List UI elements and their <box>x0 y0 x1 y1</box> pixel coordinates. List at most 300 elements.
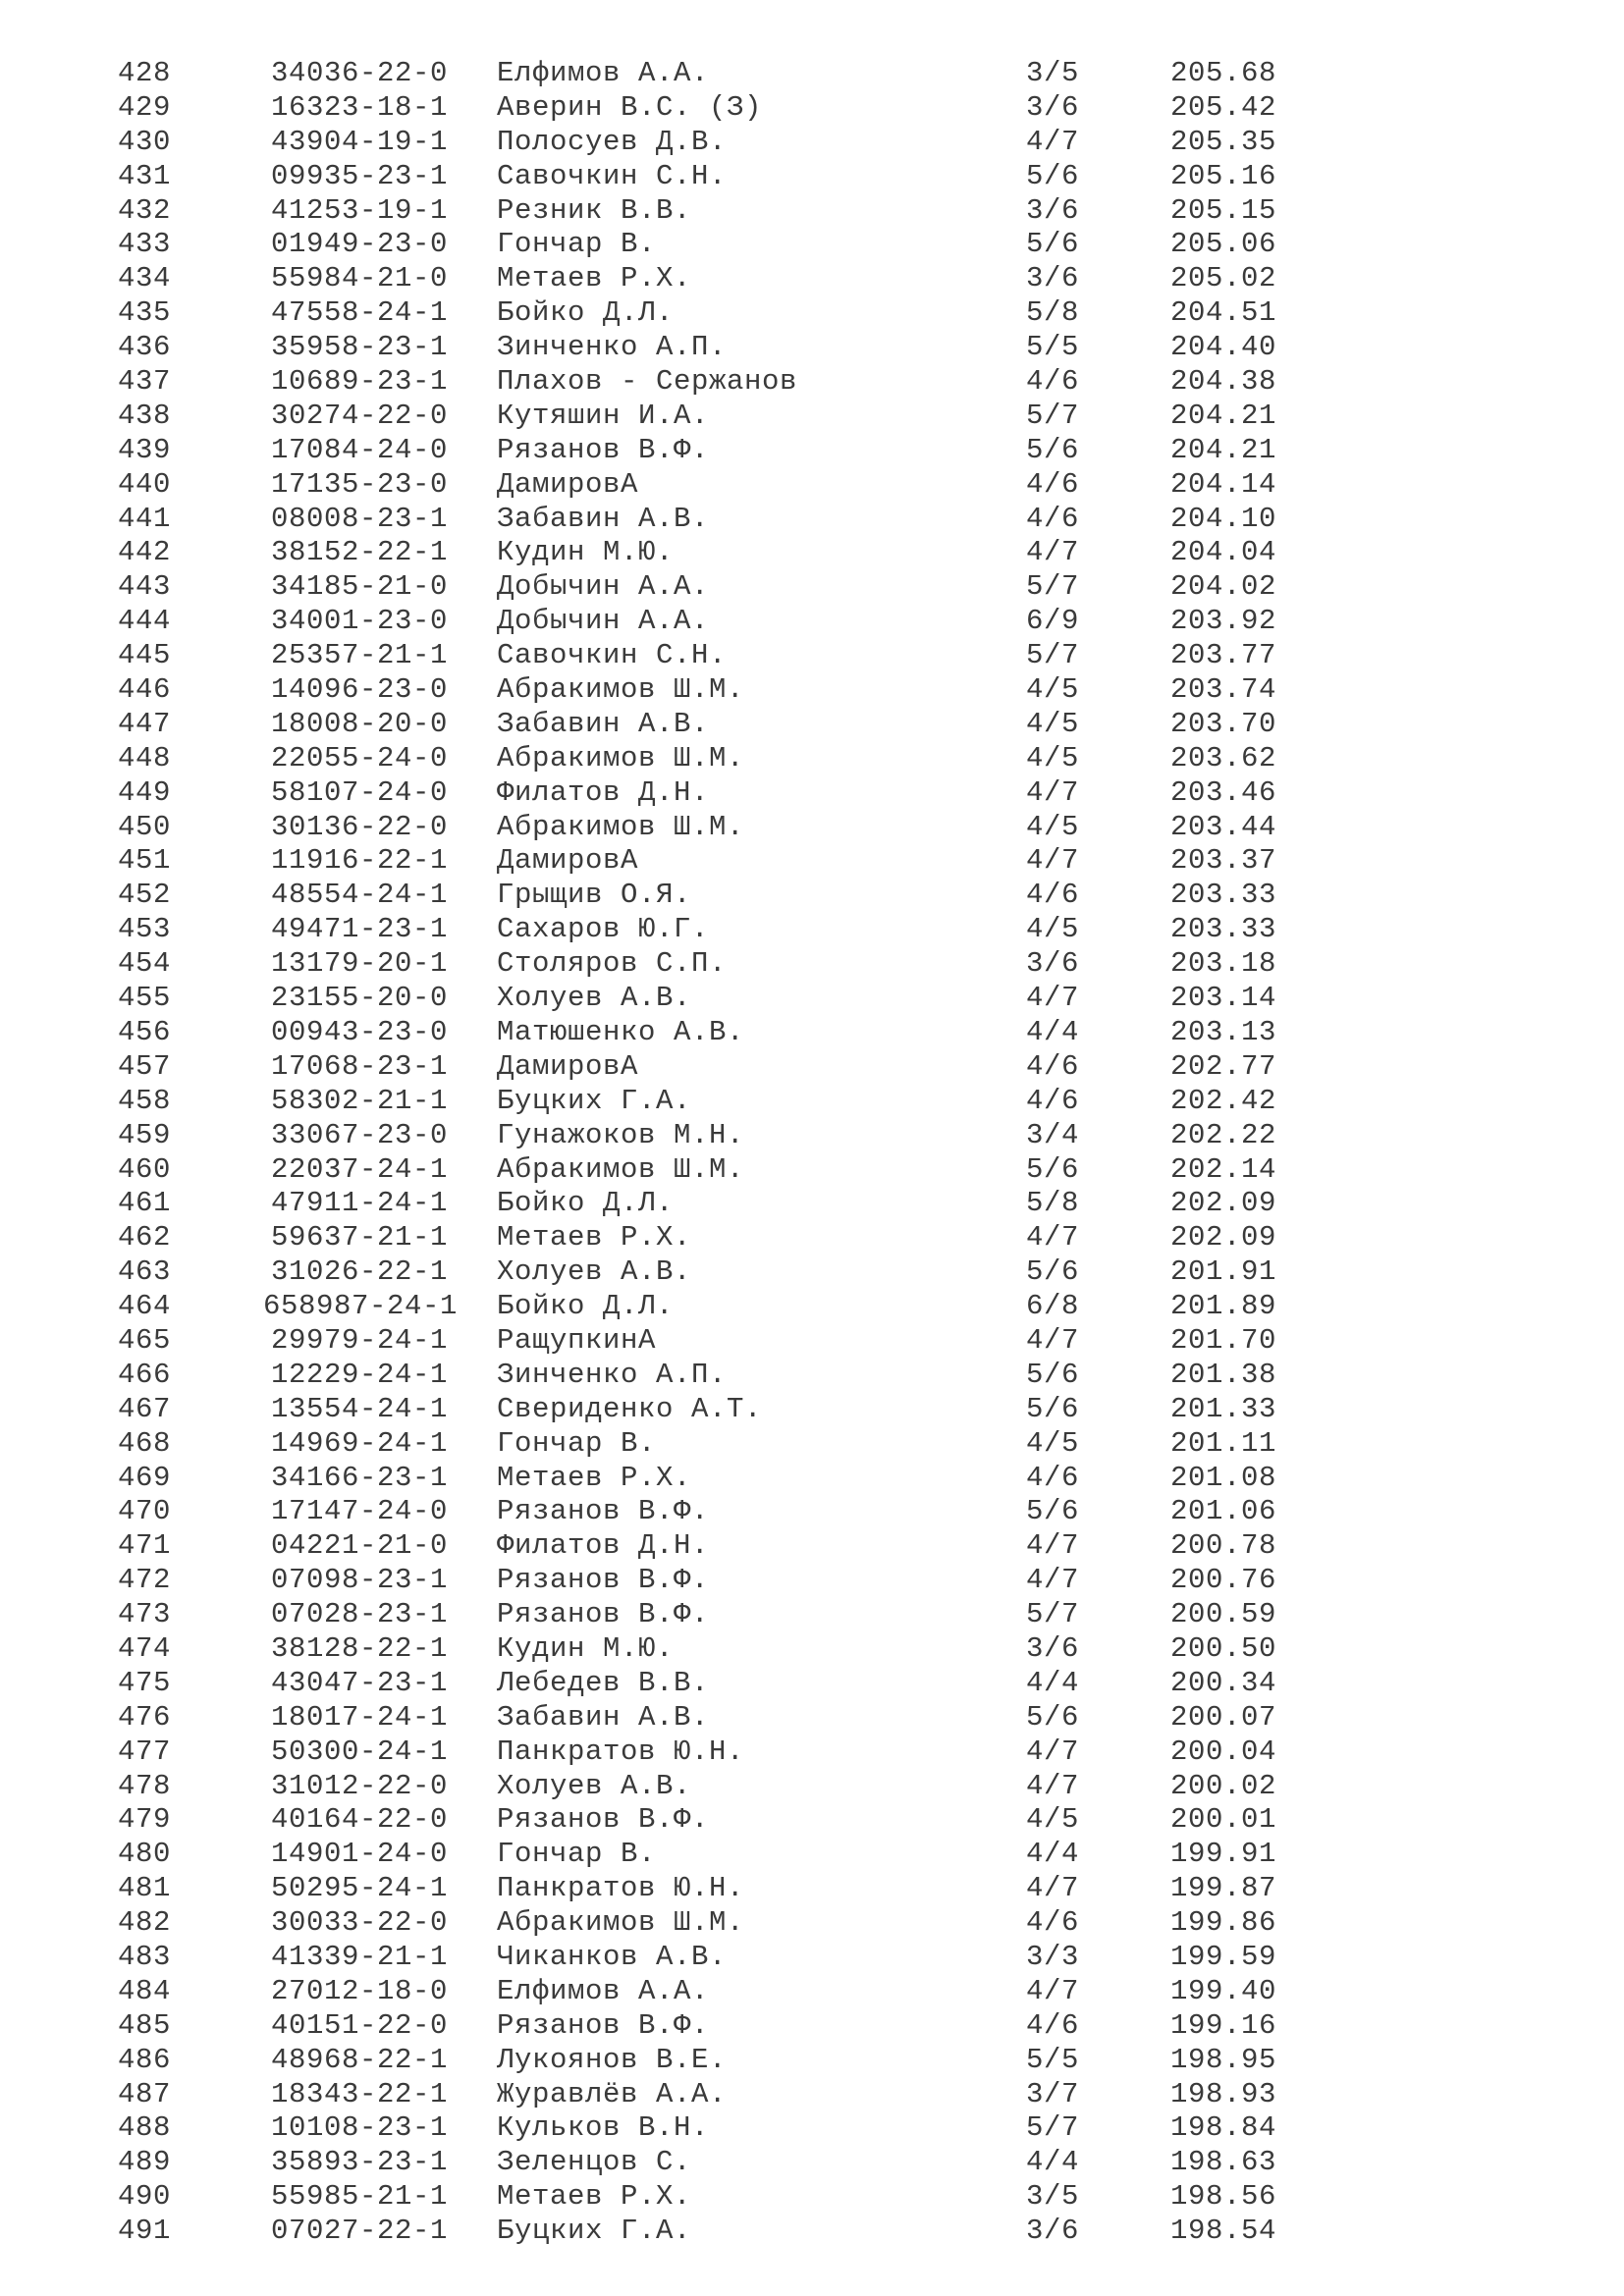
list-row <box>0 1529 1624 1564</box>
entry-name: Бойко Д.Л. <box>497 1187 675 1220</box>
entry-number: 432 <box>118 193 172 227</box>
entry-number: 475 <box>118 1666 172 1699</box>
entry-ratio: 5/6 <box>1026 1358 1080 1391</box>
entry-name: Добычин А.А. <box>497 570 710 604</box>
entry-score: 201.89 <box>1170 1290 1277 1323</box>
entry-code: 18017-24-1 <box>270 1700 448 1734</box>
entry-number: 464 <box>118 1290 172 1323</box>
entry-ratio: 5/6 <box>1026 433 1080 466</box>
list-row <box>0 2111 1624 2146</box>
entry-code: 07028-23-1 <box>270 1598 448 1631</box>
list-row <box>0 639 1624 673</box>
entry-score: 200.59 <box>1170 1598 1277 1631</box>
entry-code: 16323-18-1 <box>270 90 448 124</box>
entry-number: 436 <box>118 331 172 364</box>
entry-name: Холуев А.В. <box>497 1255 692 1289</box>
entry-code: 38152-22-1 <box>270 536 448 569</box>
entry-name: Савочкин С.Н. <box>497 159 728 192</box>
entry-ratio: 5/7 <box>1026 639 1080 672</box>
entry-name: ДамировА <box>497 844 639 878</box>
entry-score: 199.86 <box>1170 1906 1277 1940</box>
entry-ratio: 4/7 <box>1026 1564 1080 1597</box>
entry-score: 201.38 <box>1170 1358 1277 1391</box>
list-row <box>0 331 1624 365</box>
entry-number: 484 <box>118 1974 172 2007</box>
entry-name: Забавин А.В. <box>497 707 710 740</box>
entry-code: 34001-23-0 <box>270 605 448 638</box>
entry-code: 47558-24-1 <box>270 296 448 330</box>
entry-code: 47911-24-1 <box>270 1187 448 1220</box>
entry-code: 34036-22-0 <box>270 57 448 89</box>
entry-name: Журавлёв А.А. <box>497 2077 728 2110</box>
list-row <box>0 228 1624 262</box>
entry-number: 443 <box>118 570 172 604</box>
list-row <box>0 1735 1624 1770</box>
entry-ratio: 4/4 <box>1026 1666 1080 1699</box>
entry-name: Панкратов Ю.Н. <box>497 1872 745 1905</box>
entry-ratio: 5/6 <box>1026 228 1080 261</box>
entry-number: 477 <box>118 1735 172 1768</box>
entry-ratio: 4/6 <box>1026 467 1080 501</box>
entry-ratio: 5/7 <box>1026 1598 1080 1631</box>
entry-ratio: 3/7 <box>1026 2077 1080 2110</box>
entry-score: 205.42 <box>1170 90 1277 124</box>
entry-name: Забавин А.В. <box>497 1700 710 1734</box>
entry-code: 49471-23-1 <box>270 913 448 946</box>
entry-code: 09935-23-1 <box>270 159 448 192</box>
list-row <box>0 1564 1624 1598</box>
entry-code: 17084-24-0 <box>270 433 448 466</box>
list-row <box>0 1803 1624 1838</box>
entry-score: 200.01 <box>1170 1803 1277 1837</box>
entry-number: 449 <box>118 775 172 809</box>
entry-name: Абракимов Ш.М. <box>497 1906 745 1940</box>
entry-score: 201.91 <box>1170 1255 1277 1289</box>
list-row <box>0 1770 1624 1804</box>
entry-score: 198.95 <box>1170 2043 1277 2076</box>
entry-score: 203.62 <box>1170 741 1277 774</box>
entry-name: Елфимов А.А. <box>497 1974 710 2007</box>
entry-number: 487 <box>118 2077 172 2110</box>
entry-number: 482 <box>118 1906 172 1940</box>
entry-name: Плахов - Сержанов <box>497 365 798 399</box>
entry-name: Кудин М.Ю. <box>497 536 675 569</box>
list-row <box>0 1495 1624 1529</box>
entry-number: 476 <box>118 1700 172 1734</box>
entry-code: 40164-22-0 <box>270 1803 448 1837</box>
entry-number: 479 <box>118 1803 172 1837</box>
entry-number: 457 <box>118 1049 172 1083</box>
entry-ratio: 3/6 <box>1026 193 1080 227</box>
list-row <box>0 982 1624 1016</box>
entry-ratio: 4/4 <box>1026 1015 1080 1048</box>
entry-score: 198.56 <box>1170 2180 1277 2214</box>
entry-name: Холуев А.В. <box>497 1769 692 1802</box>
entry-code: 34185-21-0 <box>270 570 448 604</box>
entry-name: Гончар В. <box>497 228 657 261</box>
entry-ratio: 5/8 <box>1026 296 1080 330</box>
entry-code: 11916-22-1 <box>270 844 448 878</box>
entry-ratio: 4/6 <box>1026 502 1080 535</box>
entry-number: 438 <box>118 399 172 432</box>
entry-score: 201.70 <box>1170 1323 1277 1357</box>
entry-ratio: 5/5 <box>1026 331 1080 364</box>
entry-name: Савочкин С.Н. <box>497 639 728 672</box>
entry-score: 200.78 <box>1170 1529 1277 1563</box>
list-row <box>0 570 1624 605</box>
entry-name: Добычин А.А. <box>497 605 710 638</box>
list-row <box>0 1838 1624 1872</box>
entry-code: 17135-23-0 <box>270 467 448 501</box>
entry-ratio: 4/5 <box>1026 707 1080 740</box>
entry-score: 202.22 <box>1170 1118 1277 1151</box>
entry-score: 203.37 <box>1170 844 1277 878</box>
entry-score: 204.10 <box>1170 502 1277 535</box>
entry-code: 50295-24-1 <box>270 1872 448 1905</box>
entry-name: Аверин В.С. (З) <box>497 90 763 124</box>
entry-number: 454 <box>118 947 172 981</box>
entry-ratio: 4/6 <box>1026 1084 1080 1117</box>
entry-ratio: 4/7 <box>1026 1323 1080 1357</box>
entry-ratio: 6/9 <box>1026 605 1080 638</box>
results-list <box>0 57 1624 2249</box>
entry-name: Рязанов В.Ф. <box>497 1803 710 1837</box>
entry-number: 445 <box>118 639 172 672</box>
entry-name: Свериденко А.Т. <box>497 1392 763 1425</box>
entry-score: 201.08 <box>1170 1461 1277 1494</box>
entry-score: 203.74 <box>1170 673 1277 707</box>
entry-name: Чиканков А.В. <box>497 1940 728 1973</box>
entry-name: Метаев Р.Х. <box>497 1221 692 1255</box>
entry-name: Бойко Д.Л. <box>497 1290 675 1323</box>
entry-number: 465 <box>118 1323 172 1357</box>
entry-code: 43047-23-1 <box>270 1666 448 1699</box>
entry-name: Елфимов А.А. <box>497 57 710 89</box>
entry-score: 201.11 <box>1170 1426 1277 1460</box>
entry-code: 10689-23-1 <box>270 365 448 399</box>
entry-number: 435 <box>118 296 172 330</box>
entry-code: 30033-22-0 <box>270 1906 448 1940</box>
entry-ratio: 4/7 <box>1026 536 1080 569</box>
entry-ratio: 3/3 <box>1026 1940 1080 1973</box>
list-row <box>0 742 1624 776</box>
entry-score: 198.54 <box>1170 2215 1277 2248</box>
entry-score: 205.16 <box>1170 159 1277 192</box>
list-row <box>0 1975 1624 2009</box>
entry-ratio: 5/6 <box>1026 1255 1080 1289</box>
list-row <box>0 605 1624 639</box>
entry-name: Филатов Д.Н. <box>497 1529 710 1563</box>
entry-number: 434 <box>118 262 172 295</box>
list-row <box>0 400 1624 434</box>
entry-name: Столяров С.П. <box>497 947 728 981</box>
entry-number: 459 <box>118 1118 172 1151</box>
entry-code: 55985-21-1 <box>270 2180 448 2214</box>
entry-score: 198.93 <box>1170 2077 1277 2110</box>
entry-ratio: 3/6 <box>1026 2215 1080 2248</box>
list-row <box>0 1119 1624 1153</box>
entry-ratio: 4/7 <box>1026 125 1080 158</box>
entry-code: 08008-23-1 <box>270 502 448 535</box>
list-row <box>0 1701 1624 1735</box>
entry-ratio: 4/6 <box>1026 1906 1080 1940</box>
list-row <box>0 194 1624 229</box>
entry-code: 18343-22-1 <box>270 2077 448 2110</box>
entry-score: 202.14 <box>1170 1152 1277 1186</box>
entry-code: 30274-22-0 <box>270 399 448 432</box>
entry-number: 471 <box>118 1529 172 1563</box>
list-row <box>0 1187 1624 1221</box>
list-row <box>0 1153 1624 1188</box>
entry-ratio: 4/5 <box>1026 741 1080 774</box>
entry-ratio: 5/6 <box>1026 159 1080 192</box>
list-row <box>0 1906 1624 1941</box>
entry-code: 35893-23-1 <box>270 2146 448 2179</box>
entry-name: Абракимов Ш.М. <box>497 810 745 843</box>
entry-score: 200.50 <box>1170 1631 1277 1665</box>
entry-code: 58107-24-0 <box>270 775 448 809</box>
list-row <box>0 2044 1624 2078</box>
list-row <box>0 503 1624 537</box>
entry-code: 04221-21-0 <box>270 1529 448 1563</box>
list-row <box>0 365 1624 400</box>
entry-number: 446 <box>118 673 172 707</box>
entry-number: 472 <box>118 1564 172 1597</box>
list-row <box>0 160 1624 194</box>
entry-code: 48968-22-1 <box>270 2043 448 2076</box>
entry-ratio: 6/8 <box>1026 1290 1080 1323</box>
entry-code: 22037-24-1 <box>270 1152 448 1186</box>
entry-number: 485 <box>118 2008 172 2042</box>
entry-number: 456 <box>118 1015 172 1048</box>
entry-ratio: 5/5 <box>1026 2043 1080 2076</box>
list-row <box>0 1393 1624 1427</box>
list-row <box>0 1016 1624 1050</box>
list-row <box>0 1427 1624 1462</box>
entry-code: 25357-21-1 <box>270 639 448 672</box>
entry-score: 203.46 <box>1170 775 1277 809</box>
list-row <box>0 913 1624 947</box>
entry-number: 469 <box>118 1461 172 1494</box>
entry-name: ДамировА <box>497 467 639 501</box>
entry-score: 203.13 <box>1170 1015 1277 1048</box>
entry-code: 14901-24-0 <box>270 1838 448 1871</box>
entry-name: Рязанов В.Ф. <box>497 1598 710 1631</box>
list-row <box>0 296 1624 331</box>
entry-number: 430 <box>118 125 172 158</box>
entry-score: 204.04 <box>1170 536 1277 569</box>
entry-number: 452 <box>118 879 172 912</box>
entry-number: 444 <box>118 605 172 638</box>
entry-code: 31026-22-1 <box>270 1255 448 1289</box>
entry-ratio: 5/6 <box>1026 1392 1080 1425</box>
list-row <box>0 2215 1624 2249</box>
entry-ratio: 4/4 <box>1026 2146 1080 2179</box>
entry-number: 470 <box>118 1495 172 1528</box>
list-row <box>0 1632 1624 1667</box>
entry-number: 448 <box>118 741 172 774</box>
list-row <box>0 1324 1624 1359</box>
entry-score: 198.63 <box>1170 2146 1277 2179</box>
entry-code: 23155-20-0 <box>270 982 448 1015</box>
entry-ratio: 4/7 <box>1026 1735 1080 1768</box>
list-row <box>0 776 1624 811</box>
list-row <box>0 1598 1624 1632</box>
list-row <box>0 2146 1624 2180</box>
entry-name: Метаев Р.Х. <box>497 2180 692 2214</box>
entry-code: 50300-24-1 <box>270 1735 448 1768</box>
entry-ratio: 5/6 <box>1026 1152 1080 1186</box>
entry-name: Метаев Р.Х. <box>497 1461 692 1494</box>
entry-number: 462 <box>118 1221 172 1255</box>
list-row <box>0 879 1624 913</box>
entry-name: Буцких Г.А. <box>497 1084 692 1117</box>
entry-name: Сахаров Ю.Г. <box>497 913 710 946</box>
entry-name: Панкратов Ю.Н. <box>497 1735 745 1768</box>
list-row <box>0 844 1624 879</box>
entry-name: Метаев Р.Х. <box>497 262 692 295</box>
entry-number: 481 <box>118 1872 172 1905</box>
entry-ratio: 4/5 <box>1026 1426 1080 1460</box>
entry-number: 439 <box>118 433 172 466</box>
entry-score: 200.34 <box>1170 1666 1277 1699</box>
list-row <box>0 1255 1624 1290</box>
entry-score: 205.06 <box>1170 228 1277 261</box>
entry-number: 460 <box>118 1152 172 1186</box>
list-row <box>0 262 1624 296</box>
entry-name: Кудин М.Ю. <box>497 1631 675 1665</box>
list-row <box>0 1050 1624 1085</box>
entry-ratio: 3/6 <box>1026 262 1080 295</box>
entry-name: Полосуев Д.В. <box>497 125 728 158</box>
list-row <box>0 1290 1624 1324</box>
entry-ratio: 4/5 <box>1026 1803 1080 1837</box>
list-row <box>0 2009 1624 2044</box>
list-row <box>0 2180 1624 2215</box>
entry-code: 40151-22-0 <box>270 2008 448 2042</box>
entry-score: 205.68 <box>1170 57 1277 89</box>
entry-name: Гончар В. <box>497 1838 657 1871</box>
entry-name: Лукоянов В.Е. <box>497 2043 728 2076</box>
entry-code: 29979-24-1 <box>270 1323 448 1357</box>
entry-score: 200.04 <box>1170 1735 1277 1768</box>
entry-name: Рязанов В.Ф. <box>497 1564 710 1597</box>
entry-score: 201.06 <box>1170 1495 1277 1528</box>
entry-score: 202.42 <box>1170 1084 1277 1117</box>
entry-score: 198.84 <box>1170 2111 1277 2145</box>
entry-code: 00943-23-0 <box>270 1015 448 1048</box>
list-row <box>0 1085 1624 1119</box>
entry-number: 428 <box>118 57 172 89</box>
entry-code: 658987-24-1 <box>263 1290 459 1323</box>
list-row <box>0 468 1624 503</box>
entry-number: 463 <box>118 1255 172 1289</box>
entry-number: 467 <box>118 1392 172 1425</box>
entry-name: Гончар В. <box>497 1426 657 1460</box>
entry-ratio: 4/6 <box>1026 1049 1080 1083</box>
entry-code: 59637-21-1 <box>270 1221 448 1255</box>
entry-score: 202.77 <box>1170 1049 1277 1083</box>
entry-number: 458 <box>118 1084 172 1117</box>
entry-code: 22055-24-0 <box>270 741 448 774</box>
entry-number: 461 <box>118 1187 172 1220</box>
entry-score: 205.15 <box>1170 193 1277 227</box>
entry-ratio: 4/4 <box>1026 1838 1080 1871</box>
list-row <box>0 673 1624 708</box>
entry-ratio: 4/7 <box>1026 844 1080 878</box>
entry-score: 199.87 <box>1170 1872 1277 1905</box>
entry-score: 199.40 <box>1170 1974 1277 2007</box>
entry-name: Буцких Г.А. <box>497 2215 692 2248</box>
entry-number: 429 <box>118 90 172 124</box>
entry-name: Рязанов В.Ф. <box>497 1495 710 1528</box>
entry-code: 18008-20-0 <box>270 707 448 740</box>
entry-name: Гунажоков М.Н. <box>497 1118 745 1151</box>
list-row <box>0 57 1624 91</box>
entry-name: Абракимов Ш.М. <box>497 1152 745 1186</box>
entry-score: 202.09 <box>1170 1187 1277 1220</box>
list-row <box>0 91 1624 126</box>
entry-number: 455 <box>118 982 172 1015</box>
entry-code: 35958-23-1 <box>270 331 448 364</box>
entry-name: РащупкинА <box>497 1323 657 1357</box>
entry-name: Кульков В.Н. <box>497 2111 710 2145</box>
entry-score: 202.09 <box>1170 1221 1277 1255</box>
entry-ratio: 3/6 <box>1026 1631 1080 1665</box>
list-row <box>0 1872 1624 1906</box>
list-row <box>0 947 1624 982</box>
entry-number: 453 <box>118 913 172 946</box>
entry-ratio: 3/4 <box>1026 1118 1080 1151</box>
entry-number: 468 <box>118 1426 172 1460</box>
entry-name: Абракимов Ш.М. <box>497 673 745 707</box>
entry-code: 17147-24-0 <box>270 1495 448 1528</box>
entry-ratio: 5/7 <box>1026 399 1080 432</box>
entry-name: Рязанов В.Ф. <box>497 2008 710 2042</box>
entry-ratio: 5/8 <box>1026 1187 1080 1220</box>
entry-score: 203.70 <box>1170 707 1277 740</box>
entry-number: 433 <box>118 228 172 261</box>
list-row <box>0 1462 1624 1496</box>
entry-score: 204.51 <box>1170 296 1277 330</box>
entry-ratio: 5/7 <box>1026 570 1080 604</box>
entry-ratio: 3/6 <box>1026 947 1080 981</box>
entry-number: 488 <box>118 2111 172 2145</box>
entry-number: 490 <box>118 2180 172 2214</box>
entry-name: Холуев А.В. <box>497 982 692 1015</box>
entry-number: 491 <box>118 2215 172 2248</box>
entry-code: 48554-24-1 <box>270 879 448 912</box>
entry-name: Матюшенко А.В. <box>497 1015 745 1048</box>
list-row <box>0 1221 1624 1255</box>
entry-ratio: 5/7 <box>1026 2111 1080 2145</box>
entry-number: 450 <box>118 810 172 843</box>
entry-ratio: 3/5 <box>1026 2180 1080 2214</box>
entry-code: 13179-20-1 <box>270 947 448 981</box>
entry-ratio: 4/5 <box>1026 673 1080 707</box>
entry-score: 204.40 <box>1170 331 1277 364</box>
entry-code: 58302-21-1 <box>270 1084 448 1117</box>
list-row <box>0 1667 1624 1701</box>
entry-ratio: 4/7 <box>1026 1529 1080 1563</box>
entry-number: 431 <box>118 159 172 192</box>
entry-code: 13554-24-1 <box>270 1392 448 1425</box>
entry-score: 203.33 <box>1170 879 1277 912</box>
entry-code: 31012-22-0 <box>270 1769 448 1802</box>
entry-number: 466 <box>118 1358 172 1391</box>
list-row <box>0 126 1624 160</box>
entry-number: 474 <box>118 1631 172 1665</box>
